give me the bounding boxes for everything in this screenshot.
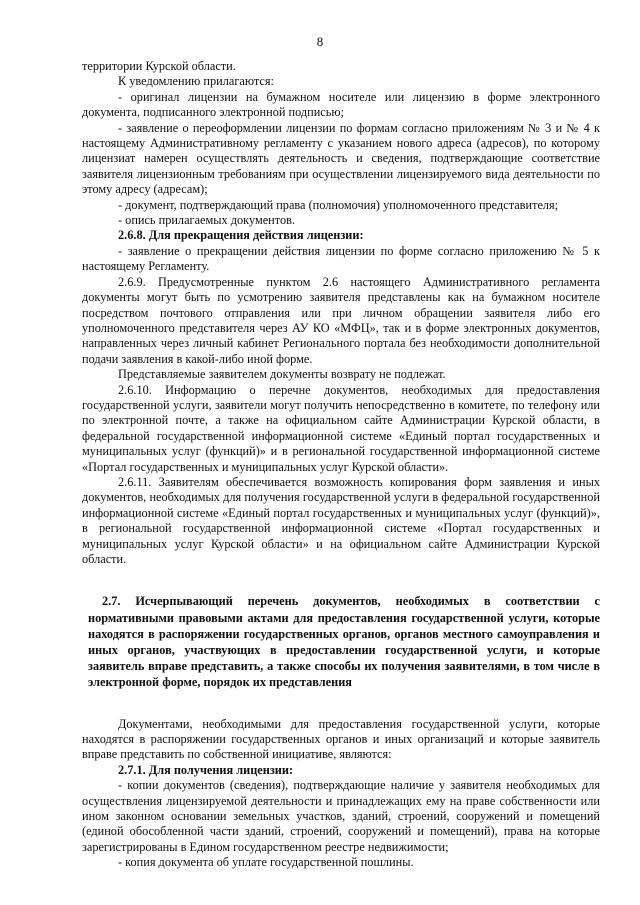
paragraph: - копия документа об уплате государственной пошлины. xyxy=(118,855,414,870)
subsection-heading: 2.6.8. Для прекращения действия лицензии: xyxy=(118,228,364,243)
paragraph: Представляемые заявителем документы возврату не подлежат. xyxy=(118,367,446,382)
paragraph: - копии документов (сведения), подтверждающие наличие у заявителя необходимых для осуществления лицензируемой деятельности и принадлежащих ему на праве собственности или ином законном основании земельных участков, зданий, строений, сооружений и помещений (единой обособленной части зданий, строений, сооружений и помещений), права на которые зарегистрированы в Едином государственном реестре недвижимости; xyxy=(82,778,600,854)
page-number: 8 xyxy=(316,34,324,49)
paragraph: территории Курской области. xyxy=(82,59,236,73)
document-body xyxy=(82,59,600,871)
paragraph: 2.6.9. Предусмотренные пунктом 2.6 настоящего Административного регламента документы могут быть по усмотрению заявителя представлены как на бумажном носителе посредством почтового отправления или при личном обращении заявителя либо его уполномоченного представителя через АУ КО «МФЦ», так и в форме электронных документов, направленных через личный кабинет Регионального портала без необходимости дополнительной подачи заявления в какой-либо иной форме. xyxy=(82,274,600,366)
paragraph: - оригинал лицензии на бумажном носителе или лицензию в форме электронного документа, подписанного электронной подписью; xyxy=(82,89,600,120)
paragraph: - опись прилагаемых документов. xyxy=(118,213,296,228)
paragraph: К уведомлению прилагаются: xyxy=(118,74,274,89)
paragraph: - заявление о прекращении действия лицензии по форме согласно приложению № 5 к настоящему Регламенту. xyxy=(82,243,600,274)
section-heading: 2.7. Исчерпывающий перечень документов, необходимых в соответствии с нормативными правовыми актами для предоставления государственной услуги, которые находятся в распоряжении государственных органов, органов местного самоуправления и иных органов, участвующих в предоставлении государственной услуги, и которые заявитель вправе представить, а также способы их получения заявителями, в том числе в электронной форме, порядок их представления xyxy=(88,594,600,690)
subsection-heading: 2.7.1. Для получения лицензии: xyxy=(118,762,294,777)
paragraph: 2.6.11. Заявителям обеспечивается возможность копирования форм заявления и иных документов, необходимых для получения государственной услуги в федеральной государственной информационной системе «Единый портал государственных и муниципальных услуг (функций)», в региональной государственной информационной системе «Портал государственных и муниципальных услуг Курской области» и на официальном сайте Администрации Курской области. xyxy=(82,474,600,566)
paragraph: - документ, подтверждающий права (полномочия) уполномоченного представителя; xyxy=(118,197,559,212)
paragraph: Документами, необходимыми для предоставления государственной услуги, которые находятся в распоряжении государственных органов и иных организаций и которые заявитель вправе представить по собственной инициативе, являются: xyxy=(82,716,600,762)
paragraph: - заявление о переоформлении лицензии по формам согласно приложениям № 3 и № 4 к настоящему Административному регламенту с указанием нового адреса (адресов), по которому лицензиат намерен осуществлять деятельность и сведения, подтверждающие соответствие заявителя лицензионным требованиям при осуществлении лицензируемого вида деятельности по этому адресу (адресам); xyxy=(82,120,600,197)
paragraph: 2.6.10. Информацию о перечне документов, необходимых для предоставления государственной услуги, заявители могут получить непосредственно в комитете, по телефону или по электронной почте, а также на официальном сайте Администрации Курской области, в федеральной государственной информационной системе «Единый портал государственных и муниципальных услуг (функций)» и в региональной государственной информационной системе «Портал государственных и муниципальных услуг Курской области». xyxy=(82,382,600,474)
